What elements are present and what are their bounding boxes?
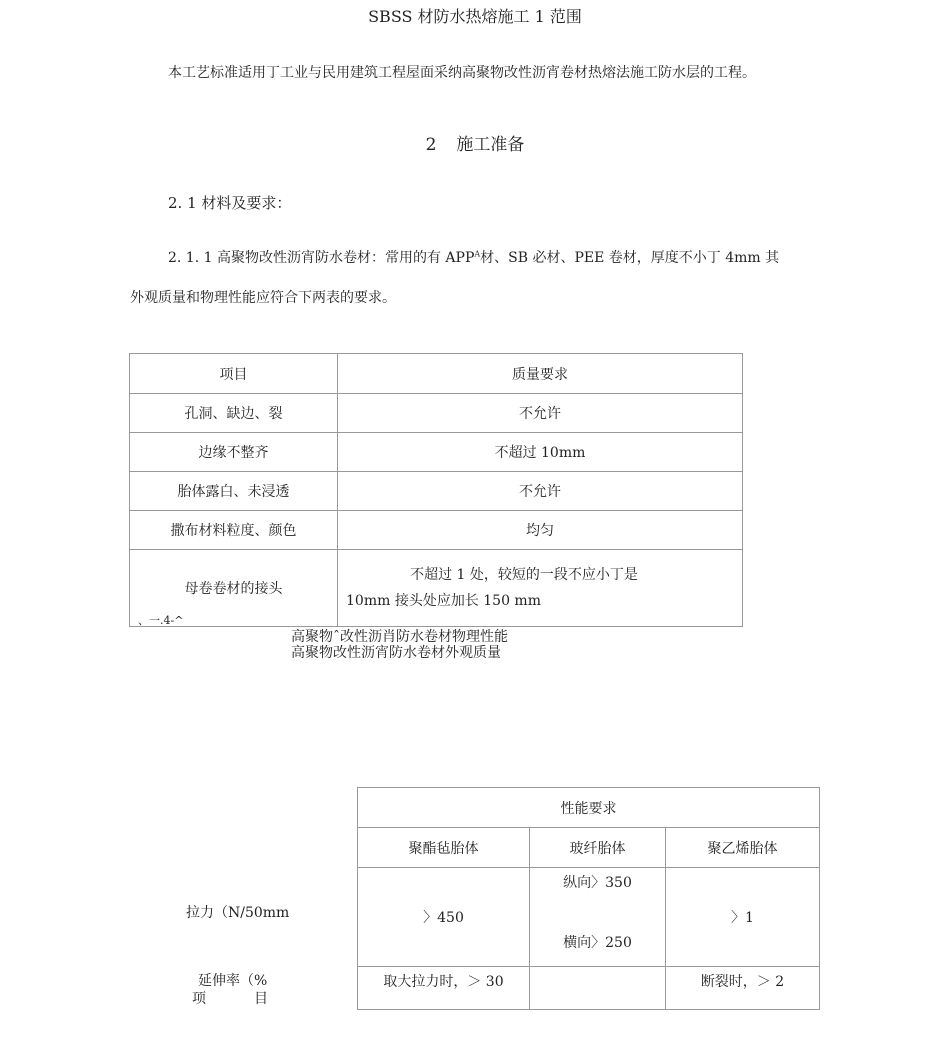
row-requirement: 不允许: [338, 394, 743, 433]
section-2-title: 施工准备: [456, 135, 525, 155]
section-2-1-1-text: [168, 247, 779, 267]
row-label-tensile: 拉力（N/50mm: [186, 905, 290, 921]
row-item: 撒布材料粒度、颜色: [130, 511, 338, 550]
elongation-fiberglass: [530, 967, 666, 1010]
table-row: [130, 394, 743, 433]
item-label-part2: 目: [254, 991, 268, 1007]
table-row: [130, 511, 743, 550]
table-group-header-row: [358, 788, 820, 828]
ocr-artifact-text: 、一.4-^: [138, 614, 184, 627]
row-item: 边缘不整齐: [130, 433, 338, 472]
row-label-elongation: 延伸率（%: [198, 973, 268, 989]
section-2-1-1-part2: 材、SB 必材、PEE 卷材，厚度不小丁 4mm 其: [480, 250, 780, 266]
superscript-mark: A: [474, 249, 481, 259]
caption-appearance-quality: 高聚物改性沥宵防水卷材外观质量: [291, 645, 501, 661]
tensile-fiberglass: [530, 868, 666, 967]
tensile-fiberglass-transverse: 横向〉250: [563, 935, 632, 951]
section-2-1-heading: 2. 1 材料及要求：: [168, 194, 292, 212]
physical-properties-table: [357, 787, 820, 1010]
table-row: [130, 472, 743, 511]
header-polyethylene: 聚乙烯胎体: [666, 828, 820, 868]
row-requirement: 均匀: [338, 511, 743, 550]
header-performance: 性能要求: [358, 788, 820, 828]
document-title: SBSS 材防水热熔施工 1 范围: [368, 7, 582, 26]
appearance-quality-table: [129, 353, 743, 627]
tensile-fiberglass-longitudinal: 纵向〉350: [563, 875, 632, 891]
scope-paragraph: 本工艺标准适用丁工业与民用建筑工程屋面采纳高聚物改性沥宵卷材热熔法施工防水层的工程。: [168, 65, 756, 81]
row-requirement: [338, 550, 743, 627]
caption-physical-properties: 高聚物ˆ改性沥肖防水卷材物理性能: [291, 629, 508, 645]
requirement-line-2: 10mm 接头处应加长 150 mm: [346, 593, 541, 609]
table-header-row: [130, 354, 743, 394]
section-2-1-1-line2: 外观质量和物理性能应符合下两表的要求。: [130, 290, 396, 306]
table-header-row: [358, 828, 820, 868]
elongation-polyethylene: 断裂时，＞ 2: [666, 967, 820, 1010]
table-row-tensile: [358, 868, 820, 967]
row-item: 胎体露白、未浸透: [130, 472, 338, 511]
row-item: 孔洞、缺边、裂: [130, 394, 338, 433]
tensile-polyethylene: 〉1: [666, 868, 820, 967]
header-fiberglass: 玻纤胎体: [530, 828, 666, 868]
section-2-1-1-part1: 2. 1. 1 高聚物改性沥宵防水卷材：常用的有 APP: [168, 250, 475, 266]
elongation-polyester: 取大拉力时，＞ 30: [358, 967, 530, 1010]
header-polyester: 聚酯毡胎体: [358, 828, 530, 868]
requirement-line-1: 不超过 1 处，较短的一段不应小丁是: [410, 567, 638, 583]
tensile-polyester: 〉450: [358, 868, 530, 967]
row-requirement: 不允许: [338, 472, 743, 511]
table-row: [130, 433, 743, 472]
table-row: [130, 550, 743, 627]
row-label-item: [192, 988, 268, 1008]
row-item: 母卷卷材的接头: [130, 550, 338, 627]
header-item: 项目: [130, 354, 338, 394]
row-requirement: 不超过 10mm: [338, 433, 743, 472]
section-2-heading: [0, 130, 950, 155]
header-requirement: 质量要求: [338, 354, 743, 394]
section-2-number: 2: [425, 135, 437, 155]
table-row-elongation: [358, 967, 820, 1010]
item-label-part1: 项: [192, 991, 206, 1007]
